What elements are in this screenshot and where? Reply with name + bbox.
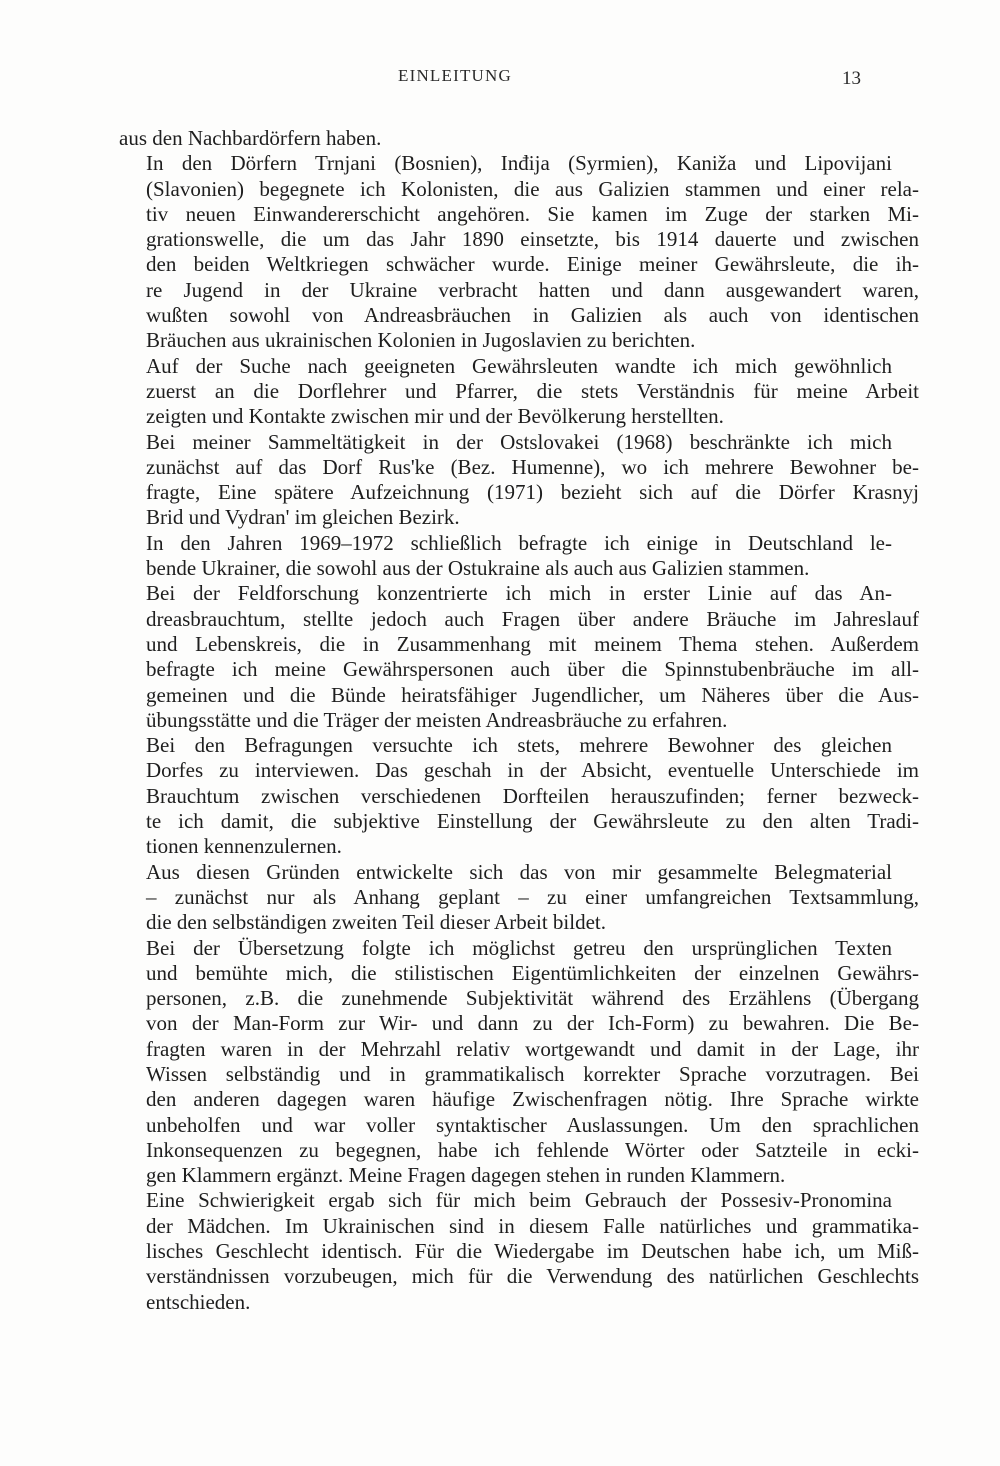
- text-line: – zunächst nur als Anhang geplant – zu einer umfangreichen Textsammlung,: [146, 884, 919, 909]
- text-line: der Mädchen. Im Ukrainischen sind in diesem Falle natürliches und grammatika-: [146, 1213, 919, 1238]
- text-line: te ich damit, die subjektive Einstellung der Gewährsleute zu den alten Tradi-: [146, 809, 919, 834]
- paragraph: [119, 531, 919, 582]
- text-line: tiv neuen Einwandererschicht angehören. Sie kamen im Zuge der starken Mi-: [146, 201, 919, 226]
- text-line: Auf der Suche nach geeigneten Gewährsleuten wandte ich mich gewöhnlich: [146, 353, 892, 378]
- text-line: unbeholfen und war voller syntaktischer Auslassungen. Um den sprachlichen: [146, 1112, 919, 1137]
- text-line: Brid und Vydran' im gleichen Bezirk.: [146, 505, 460, 530]
- paragraph: [119, 733, 919, 859]
- text-line: Eine Schwierigkeit ergab sich für mich beim Gebrauch der Possesiv-Pronomina: [146, 1188, 892, 1213]
- text-line: Bei meiner Sammeltätigkeit in der Ostslovakei (1968) beschränkte ich mich: [146, 429, 892, 454]
- text-line: Dorfes zu interviewen. Das geschah in der Absicht, eventuelle Unterschiede im: [146, 758, 919, 783]
- text-line: wußten sowohl von Andreasbräuchen in Galizien als auch von identischen: [146, 303, 919, 328]
- text-line: Brauchtum zwischen verschiedenen Dorfteilen herauszufinden; ferner bezweck-: [146, 783, 919, 808]
- text-line: fragten waren in der Mehrzahl relativ wortgewandt und damit in der Lage, ihr: [146, 1036, 919, 1061]
- text-line: und Lebenskreis, die in Zusammenhang mit meinem Thema stehen. Außerdem: [146, 631, 919, 656]
- paragraph: [119, 151, 919, 353]
- running-head: [0, 66, 1000, 94]
- text-line: dreasbrauchtum, stellte jedoch auch Fragen über andere Bräuche im Jahreslauf: [146, 606, 919, 631]
- paragraph: [119, 354, 919, 430]
- running-title: EINLEITUNG: [398, 66, 512, 85]
- text-line: fragte, Eine spätere Aufzeichnung (1971) bezieht sich auf die Dörfer Krasnyj: [146, 480, 919, 505]
- text-line: gen Klammern ergänzt. Meine Fragen dagegen stehen in runden Klammern.: [146, 1163, 786, 1188]
- text-line: personen, z.B. die zunehmende Subjektivität während des Erzählens (Übergang: [146, 986, 919, 1011]
- text-line: zeigten und Kontakte zwischen mir und der Bevölkerung herstellten.: [146, 404, 724, 429]
- text-line: verständnissen vorzubeugen, mich für die Verwendung des natürlichen Geschlechts: [146, 1264, 919, 1289]
- text-line: Bei der Feldforschung konzentrierte ich mich in erster Linie auf das An-: [146, 581, 892, 606]
- text-line: übungsstätte und die Träger der meisten Andreasbräuche zu erfahren.: [146, 707, 728, 732]
- text-line: lisches Geschlecht identisch. Für die Wiedergabe im Deutschen habe ich, um Miß-: [146, 1239, 919, 1264]
- text-line: Inkonsequenzen zu begegnen, habe ich fehlende Wörter oder Satzteile in ecki-: [146, 1137, 919, 1162]
- text-line: befragte ich meine Gewährspersonen auch über die Spinnstubenbräuche im all-: [146, 657, 919, 682]
- text-line: In den Dörfern Trnjani (Bosnien), Inđija (Syrmien), Kaniža und Lipovijani: [146, 151, 892, 176]
- text-line: aus den Nachbardörfern haben.: [119, 126, 382, 150]
- paragraph: [119, 860, 919, 936]
- text-line: bende Ukrainer, die sowohl aus der Ostukraine als auch aus Galizien stammen.: [146, 556, 810, 581]
- paragraph: [119, 430, 919, 531]
- text-line: tionen kennenzulernen.: [146, 834, 342, 859]
- text-line: zuerst an die Dorflehrer und Pfarrer, die stets Verständnis für meine Arbeit: [146, 378, 919, 403]
- text-line: Wissen selbständig und in grammatikalisch korrekter Sprache vorzutragen. Bei: [146, 1061, 919, 1086]
- text-line: die den selbständigen zweiten Teil dieser Arbeit bildet.: [146, 910, 607, 935]
- text-line: Bräuchen aus ukrainischen Kolonien in Jugoslavien zu berichten.: [146, 328, 696, 353]
- text-line: Aus diesen Gründen entwickelte sich das von mir gesammelte Belegmaterial: [146, 859, 892, 884]
- paragraph: [119, 936, 919, 1189]
- body-text: [119, 126, 919, 1315]
- text-line: den beiden Weltkriegen schwächer wurde. Einige meiner Gewährsleute, die ih-: [146, 252, 919, 277]
- text-line: gemeinen und die Bünde heiratsfähiger Jugendlicher, um Näheres über die Aus-: [146, 682, 919, 707]
- paragraph: [119, 581, 919, 733]
- text-line: zunächst auf das Dorf Rus'ke (Bez. Humenne), wo ich mehrere Bewohner be-: [146, 454, 919, 479]
- text-line: von der Man-Form zur Wir- und dann zu der Ich-Form) zu bewahren. Die Be-: [146, 1011, 919, 1036]
- text-line: In den Jahren 1969–1972 schließlich befragte ich einige in Deutschland le-: [146, 530, 892, 555]
- text-line: Bei den Befragungen versuchte ich stets, mehrere Bewohner des gleichen: [146, 733, 892, 758]
- paragraph: [119, 126, 919, 151]
- text-line: Bei der Übersetzung folgte ich möglichst getreu den ursprünglichen Texten: [146, 935, 892, 960]
- text-line: (Slavonien) begegnete ich Kolonisten, die aus Galizien stammen und einer rela-: [146, 176, 919, 201]
- text-line: grationswelle, die um das Jahr 1890 einsetzte, bis 1914 dauerte und zwischen: [146, 227, 919, 252]
- paragraph: [119, 1188, 919, 1314]
- page-number: 13: [842, 68, 861, 89]
- text-line: re Jugend in der Ukraine verbracht hatten und dann ausgewandert waren,: [146, 277, 919, 302]
- text-line: entschieden.: [146, 1289, 251, 1314]
- text-line: den anderen dagegen waren häufige Zwischenfragen nötig. Ihre Sprache wirkte: [146, 1087, 919, 1112]
- text-line: und bemühte mich, die stilistischen Eigentümlichkeiten der einzelnen Gewährs-: [146, 960, 919, 985]
